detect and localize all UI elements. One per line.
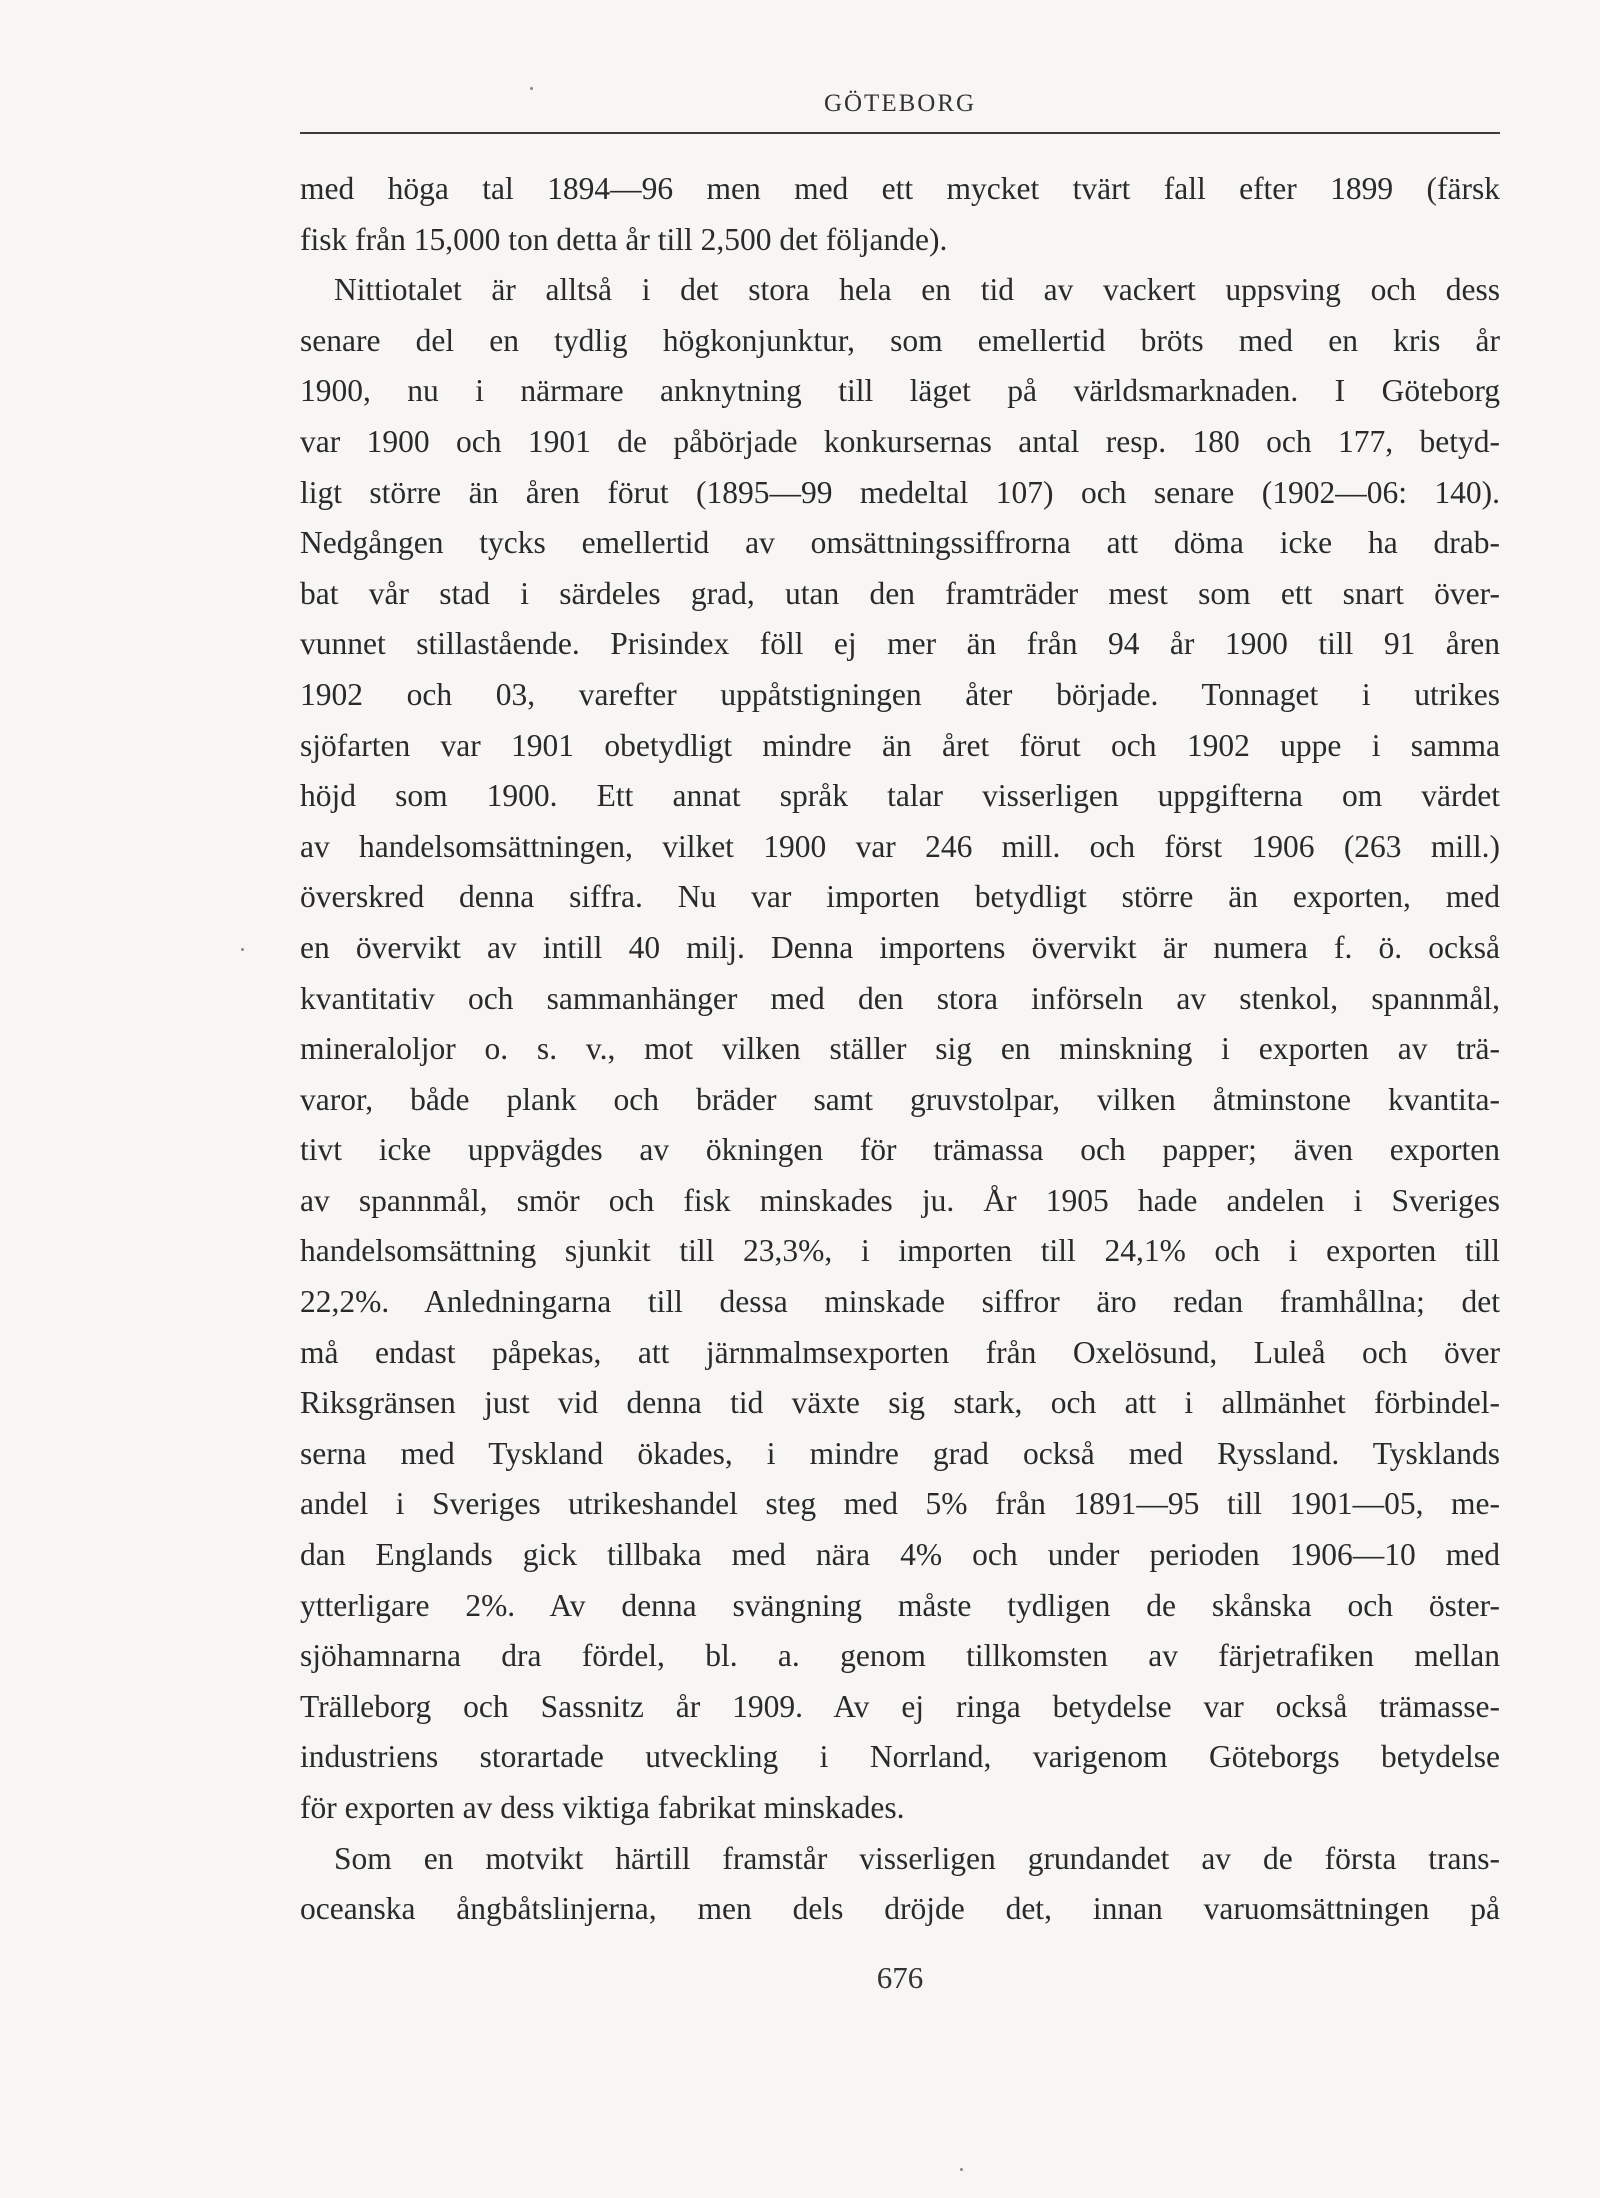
text-line: sjöfarten var 1901 obetydligt mindre än året förut och 1902 uppe i samma xyxy=(300,727,1500,763)
text-line: Nedgången tycks emellertid av omsättningssiffrorna att döma icke ha drab- xyxy=(300,525,1500,561)
text-line: 1900, nu i närmare anknytning till läget på världsmarknaden. I Göteborg xyxy=(300,373,1500,409)
text-line: var 1900 och 1901 de påbörjade konkursernas antal resp. 180 och 177, betyd- xyxy=(300,423,1500,459)
margin-speck xyxy=(241,948,244,951)
margin-speck xyxy=(530,87,533,90)
text-line: ligt större än åren förut (1895—99 medeltal 107) och senare (1902—06: 140). xyxy=(300,474,1500,510)
text-line: 1902 och 03, varefter uppåtstigningen åter började. Tonnaget i utrikes xyxy=(300,676,1500,712)
text-line: ytterligare 2%. Av denna svängning måste tydligen de skånska och öster- xyxy=(300,1587,1500,1623)
text-line: vunnet stillastående. Prisindex föll ej mer än från 94 år 1900 till 91 åren xyxy=(300,626,1500,662)
text-line: mineraloljor o. s. v., mot vilken ställer sig en minskning i exporten av trä- xyxy=(300,1031,1500,1067)
text-line: av spannmål, smör och fisk minskades ju. År 1905 hade andelen i Sveriges xyxy=(300,1182,1500,1218)
text-line: Som en motvikt härtill framstår visserligen grundandet av de första trans- xyxy=(334,1840,1500,1876)
text-line: höjd som 1900. Ett annat språk talar visserligen uppgifterna om värdet xyxy=(300,778,1500,814)
text-line: Trälleborg och Sassnitz år 1909. Av ej ringa betydelse var också trämasse- xyxy=(300,1688,1500,1724)
text-line: kvantitativ och sammanhänger med den stora införseln av stenkol, spannmål, xyxy=(300,980,1500,1016)
margin-speck xyxy=(960,2168,963,2171)
text-line: handelsomsättning sjunkit till 23,3%, i importen till 24,1% och i exporten till xyxy=(300,1233,1500,1269)
text-line: med höga tal 1894—96 men med ett mycket tvärt fall efter 1899 (färsk xyxy=(300,171,1500,206)
text-line: bat vår stad i särdeles grad, utan den framträder mest som ett snart över- xyxy=(300,575,1500,611)
text-line: av handelsomsättningen, vilket 1900 var 246 mill. och först 1906 (263 mill.) xyxy=(300,828,1500,864)
text-line: fisk från 15,000 ton detta år till 2,500 det följande). xyxy=(300,221,948,257)
text-line: Nittiotalet är alltså i det stora hela en tid av vackert uppsving och dess xyxy=(334,272,1500,308)
text-line: industriens storartade utveckling i Norrland, varigenom Göteborgs betydelse xyxy=(300,1739,1500,1775)
text-line: tivt icke uppvägdes av ökningen för trämassa och papper; även exporten xyxy=(300,1132,1500,1168)
text-line: Riksgränsen just vid denna tid växte sig stark, och att i allmänhet förbindel- xyxy=(300,1385,1500,1421)
text-line: varor, både plank och bräder samt gruvstolpar, vilken åtminstone kvantita- xyxy=(300,1081,1500,1117)
text-line: serna med Tyskland ökades, i mindre grad också med Ryssland. Tysklands xyxy=(300,1435,1500,1471)
running-head-title: GÖTEBORG xyxy=(823,90,977,117)
page-number: 676 xyxy=(876,1960,924,1995)
text-line: dan Englands gick tillbaka med nära 4% och under perioden 1906—10 med xyxy=(300,1537,1500,1573)
book-page xyxy=(300,0,1500,2198)
text-line: må endast påpekas, att järnmalmsexporten från Oxelösund, Luleå och över xyxy=(300,1334,1500,1370)
text-line: överskred denna siffra. Nu var importen betydligt större än exporten, med xyxy=(300,879,1500,915)
text-line: för exporten av dess viktiga fabrikat minskades. xyxy=(300,1790,905,1825)
text-line: oceanska ångbåtslinjerna, men dels dröjde det, innan varuomsättningen på xyxy=(300,1891,1500,1927)
text-line: sjöhamnarna dra fördel, bl. a. genom tillkomsten av färjetrafiken mellan xyxy=(300,1638,1500,1674)
text-line: senare del en tydlig högkonjunktur, som emellertid bröts med en kris år xyxy=(300,322,1500,358)
body-text xyxy=(300,164,1500,1935)
text-line: andel i Sveriges utrikeshandel steg med 5% från 1891—95 till 1901—05, me- xyxy=(300,1486,1500,1522)
header-rule xyxy=(300,132,1500,134)
text-line: en övervikt av intill 40 milj. Denna importens övervikt är numera f. ö. också xyxy=(300,929,1500,965)
text-line: 22,2%. Anledningarna till dessa minskade siffror äro redan framhållna; det xyxy=(300,1284,1500,1320)
